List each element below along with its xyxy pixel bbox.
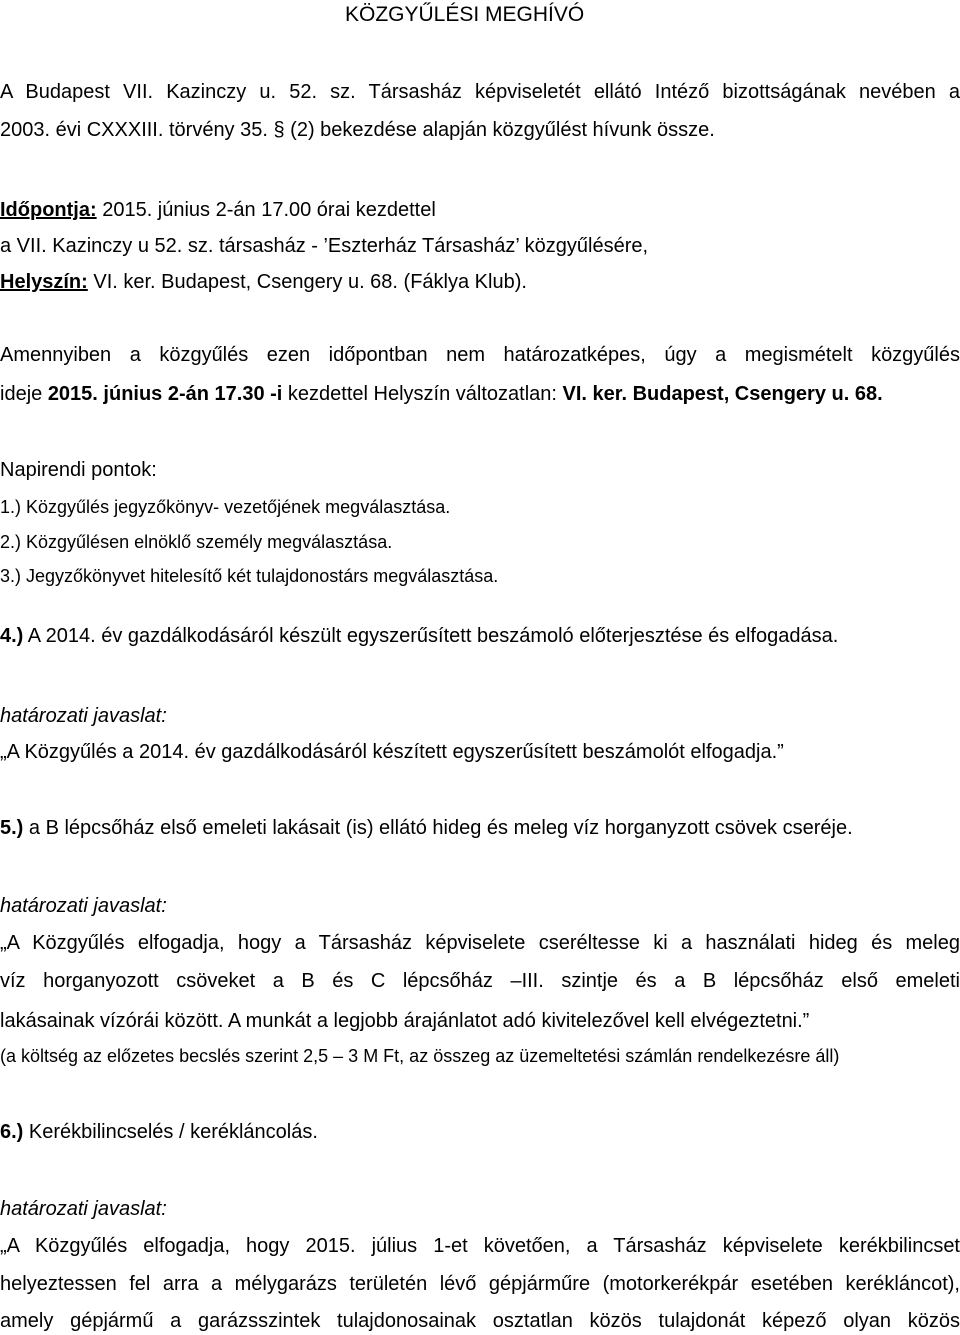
item-5-cost-note: (a költség az előzetes becslés szerint 2,5 – 3 M Ft, az összeg az üzemeltetési számlán rendelkezésre áll) xyxy=(0,1046,840,1066)
intro-line-2: 2003. évi CXXXIII. törvény 35. § (2) bekezdése alapján közgyűlést hívunk össze. xyxy=(0,119,715,141)
repeat-place: VI. ker. Budapest, Csengery u. 68. xyxy=(562,383,883,405)
time-label: Időpontja: xyxy=(0,199,97,221)
place-value: VI. ker. Budapest, Csengery u. 68. (Fáklya Klub). xyxy=(87,271,527,293)
agenda-item-number: 2.) xyxy=(0,532,22,552)
item-6-proposal-line-2: helyeztessen fel arra a mélygarázs területén lévő gépjárműre (motorkerékpár esetében kerékláncot), xyxy=(0,1273,960,1295)
item-5-text: a B lépcsőház első emeleti lakásait (is) ellátó hideg és meleg víz horganyzott csövek cseréje. xyxy=(23,817,853,839)
repeat-date: 2015. június 2-án 17.30 -i xyxy=(47,383,283,405)
item-5-proposal-line-2: víz horganyozott csöveket a B és C lépcsőház –III. szintje és a B lépcsőház első emeleti xyxy=(0,970,960,992)
agenda-item-number: 1.) xyxy=(0,497,22,517)
time-line xyxy=(0,198,436,222)
item-6-number: 6.) xyxy=(0,1121,24,1143)
item-5-proposal-line-1: „A Közgyűlés elfogadja, hogy a Társasház képviselete cseréltesse ki a használati hideg és meleg xyxy=(0,932,960,954)
time-value: 2015. június 2-án 17.00 órai kezdettel xyxy=(96,199,436,221)
agenda-item-text: Közgyűlés jegyzőkönyv- vezetőjének megválasztása. xyxy=(21,497,451,517)
item-4-proposal: „A Közgyűlés a 2014. év gazdálkodásáról készített egyszerűsített beszámolót elfogadja.” xyxy=(0,741,784,763)
agenda-item-number: 3.) xyxy=(0,566,22,586)
item-5-heading xyxy=(0,816,853,840)
item-6-proposal-line-1: „A Közgyűlés elfogadja, hogy 2015. július 1-et követően, a Társasház képviselete kerékbilincset xyxy=(0,1235,960,1257)
item-5-number: 5.) xyxy=(0,817,24,839)
repeat-line-2 xyxy=(0,382,883,406)
item-4-number: 4.) xyxy=(0,625,24,647)
agenda-heading: Napirendi pontok: xyxy=(0,459,157,481)
repeat-mid: kezdettel Helyszín változatlan: xyxy=(282,383,563,405)
item-5-proposal-line-3: lakásainak vízórái között. A munkát a legjobb árajánlatot adó kivitelezővel kell elvégeztetni.” xyxy=(0,1010,810,1032)
item-6-text: Kerékbilincselés / kerékláncolás. xyxy=(23,1121,318,1143)
place-label: Helyszín: xyxy=(0,271,88,293)
item-6-proposal-label: határozati javaslat: xyxy=(0,1198,167,1220)
document-title: KÖZGYŰLÉSI MEGHÍVÓ xyxy=(345,3,585,26)
item-6-heading xyxy=(0,1120,318,1144)
agenda-item-text: Közgyűlésen elnöklő személy megválasztása. xyxy=(21,532,393,552)
agenda-item-2 xyxy=(0,530,392,554)
item-6-proposal-line-3: amely gépjármű a garázsszintek tulajdonosainak osztatlan közös tulajdonát képező olyan közös xyxy=(0,1310,960,1332)
repeat-pre: ideje xyxy=(0,383,48,405)
item-5-proposal-label: határozati javaslat: xyxy=(0,895,167,917)
item-4-proposal-label: határozati javaslat: xyxy=(0,705,167,727)
agenda-item-3 xyxy=(0,564,498,588)
time-line-2: a VII. Kazinczy u 52. sz. társasház - ’Eszterház Társasház’ közgyűlésére, xyxy=(0,235,649,257)
repeat-line-1: Amennyiben a közgyűlés ezen időpontban nem határozatképes, úgy a megismételt közgyűlés xyxy=(0,344,960,366)
item-4-text: A 2014. év gazdálkodásáról készült egyszerűsített beszámoló előterjesztése és elfogadása. xyxy=(23,625,839,647)
item-4-heading xyxy=(0,624,838,648)
agenda-item-text: Jegyzőkönyvet hitelesítő két tulajdonostárs megválasztása. xyxy=(21,566,499,586)
intro-line-1: A Budapest VII. Kazinczy u. 52. sz. Társasház képviseletét ellátó Intéző bizottságának nevében a xyxy=(0,81,960,103)
agenda-item-1 xyxy=(0,495,450,519)
place-line xyxy=(0,270,527,294)
